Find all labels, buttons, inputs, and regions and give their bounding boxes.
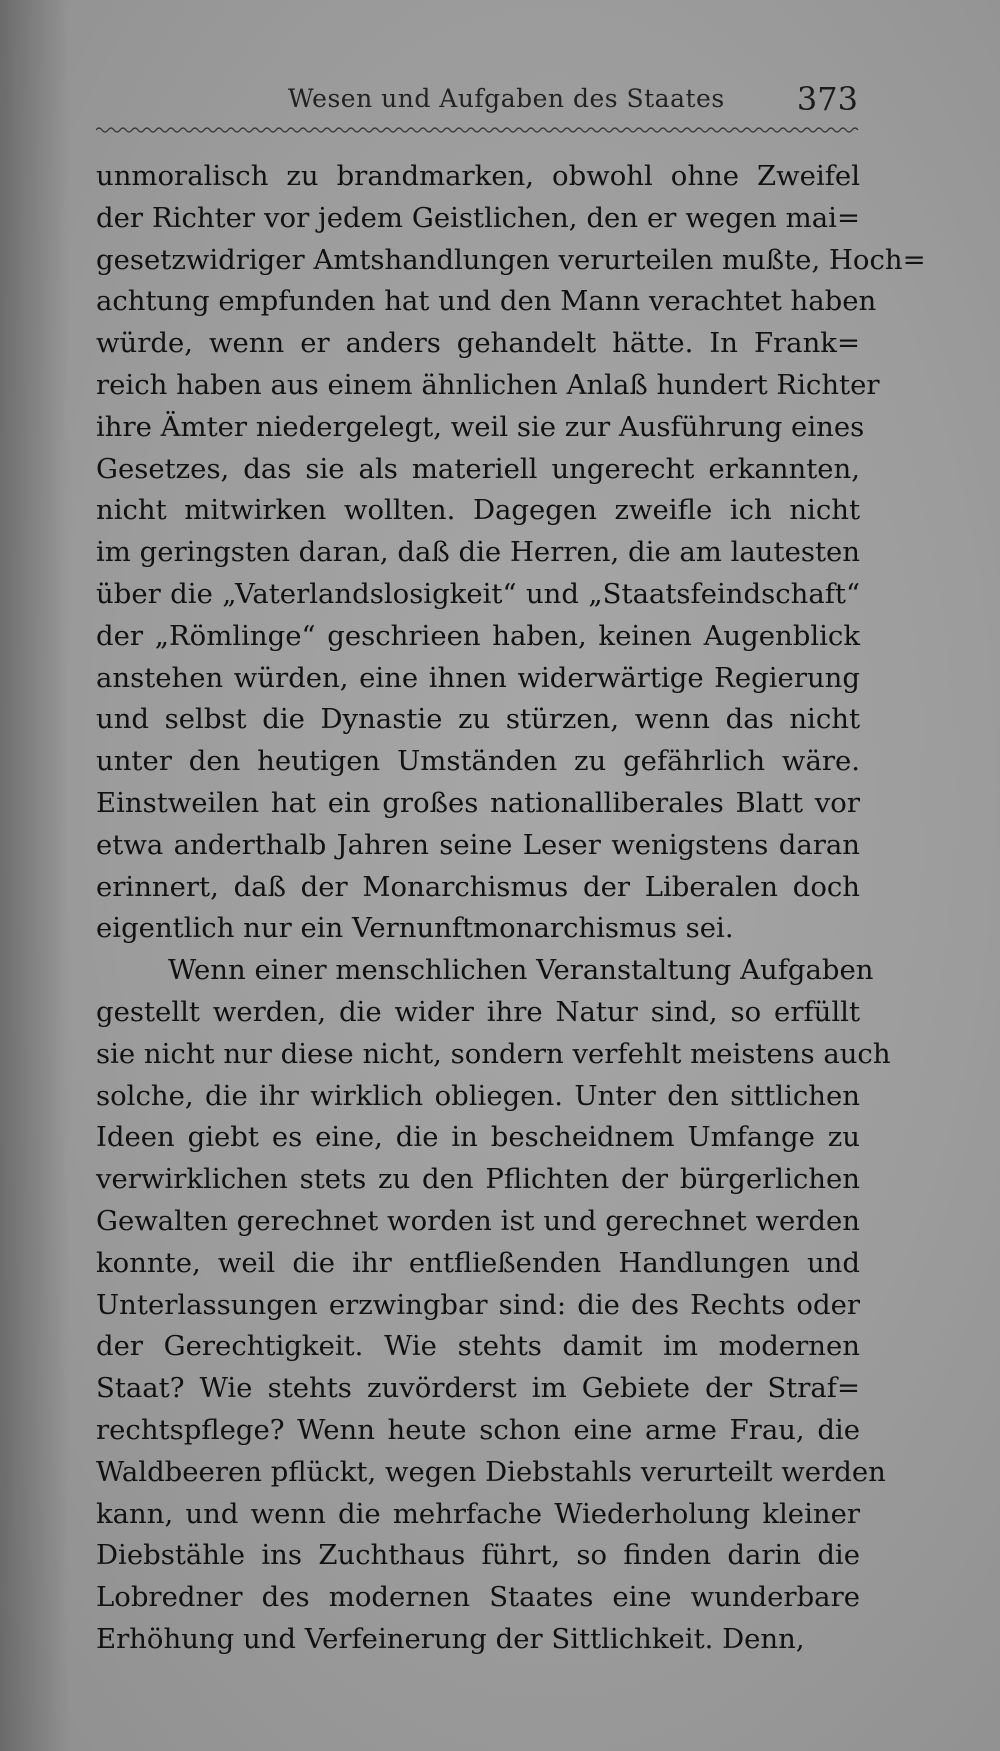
text-line: etwa anderthalb Jahren seine Leser wenigstens daran — [96, 828, 860, 861]
text-line: Gesetzes, das sie als materiell ungerecht erkannten, — [96, 452, 860, 485]
text-line: Wenn einer menschlichen Veranstaltung Aufgaben — [168, 954, 874, 987]
text-line: kann, und wenn die mehrfache Wiederholung kleiner — [96, 1497, 860, 1530]
text-line: der Gerechtigkeit. Wie stehts damit im modernen — [96, 1330, 860, 1363]
text-line: reich haben aus einem ähnlichen Anlaß hundert Richter — [96, 368, 880, 401]
text-line: solche, die ihr wirklich obliegen. Unter den sittlichen — [96, 1079, 860, 1112]
text-line: unmoralisch zu brandmarken, obwohl ohne Zweifel — [96, 160, 860, 192]
text-line: anstehen würden, eine ihnen widerwärtige Regierung — [96, 661, 860, 694]
header-rule — [96, 126, 860, 134]
text-line: über die „Vaterlandslosigkeit“ und „Staatsfeindschaft“ — [96, 577, 860, 610]
text-line: Diebstähle ins Zuchthaus führt, so finden darin die — [96, 1539, 860, 1572]
text-line: eigentlich nur ein Vernunftmonarchismus sei. — [96, 912, 734, 945]
text-line: Waldbeeren pflückt, wegen Diebstahls verurteilt werden — [96, 1455, 886, 1488]
text-line: würde, wenn er anders gehandelt hätte. In Frank= — [96, 327, 860, 360]
text-line: gestellt werden, die wider ihre Natur sind, so erfüllt — [96, 995, 860, 1028]
text-line: der „Römlinge“ geschrieen haben, keinen Augenblick — [96, 619, 860, 652]
text-line: Staat? Wie stehts zuvörderst im Gebiete der Straf= — [96, 1372, 860, 1405]
text-line: Einstweilen hat ein großes nationalliberales Blatt vor — [96, 786, 860, 819]
text-line: ihre Ämter niedergelegt, weil sie zur Ausführung eines — [96, 410, 865, 443]
text-line: achtung empfunden hat und den Mann verachtet haben — [96, 285, 877, 318]
page-number: 373 — [796, 80, 858, 118]
page-edge-shadow — [0, 0, 70, 1751]
text-line: Ideen giebt es eine, die in bescheidnem Umfange zu — [96, 1121, 860, 1154]
text-line: rechtspflege? Wenn heute schon eine arme Frau, die — [96, 1413, 860, 1446]
text-line: Gewalten gerechnet worden ist und gerechnet werden — [96, 1204, 860, 1237]
running-title: Wesen und Aufgaben des Staates — [288, 84, 725, 113]
text-line: sie nicht nur diese nicht, sondern verfehlt meistens auch — [96, 1037, 891, 1070]
body-text — [96, 156, 926, 1661]
text-line: gesetzwidriger Amtshandlungen verurteilen mußte, Hoch= — [96, 243, 926, 276]
text-line: der Richter vor jedem Geistlichen, den er wegen mai= — [96, 201, 860, 234]
text-line: und selbst die Dynastie zu stürzen, wenn das nicht — [96, 703, 860, 736]
text-line: Lobredner des modernen Staates eine wunderbare — [96, 1581, 860, 1614]
text-line: erinnert, daß der Monarchismus der Liberalen doch — [96, 870, 860, 903]
text-line: Erhöhung und Verfeinerung der Sittlichkeit. Denn, — [96, 1622, 805, 1655]
text-line: Unterlassungen erzwingbar sind: die des Rechts oder — [96, 1288, 860, 1321]
text-line: unter den heutigen Umständen zu gefährlich wäre. — [96, 745, 860, 778]
text-line: im geringsten daran, daß die Herren, die am lautesten — [96, 536, 860, 569]
text-line: nicht mitwirken wollten. Dagegen zweifle ich nicht — [96, 494, 860, 527]
page-header — [98, 80, 858, 124]
text-line: konnte, weil die ihr entfließenden Handlungen und — [96, 1246, 860, 1279]
text-line: verwirklichen stets zu den Pflichten der bürgerlichen — [96, 1163, 860, 1196]
